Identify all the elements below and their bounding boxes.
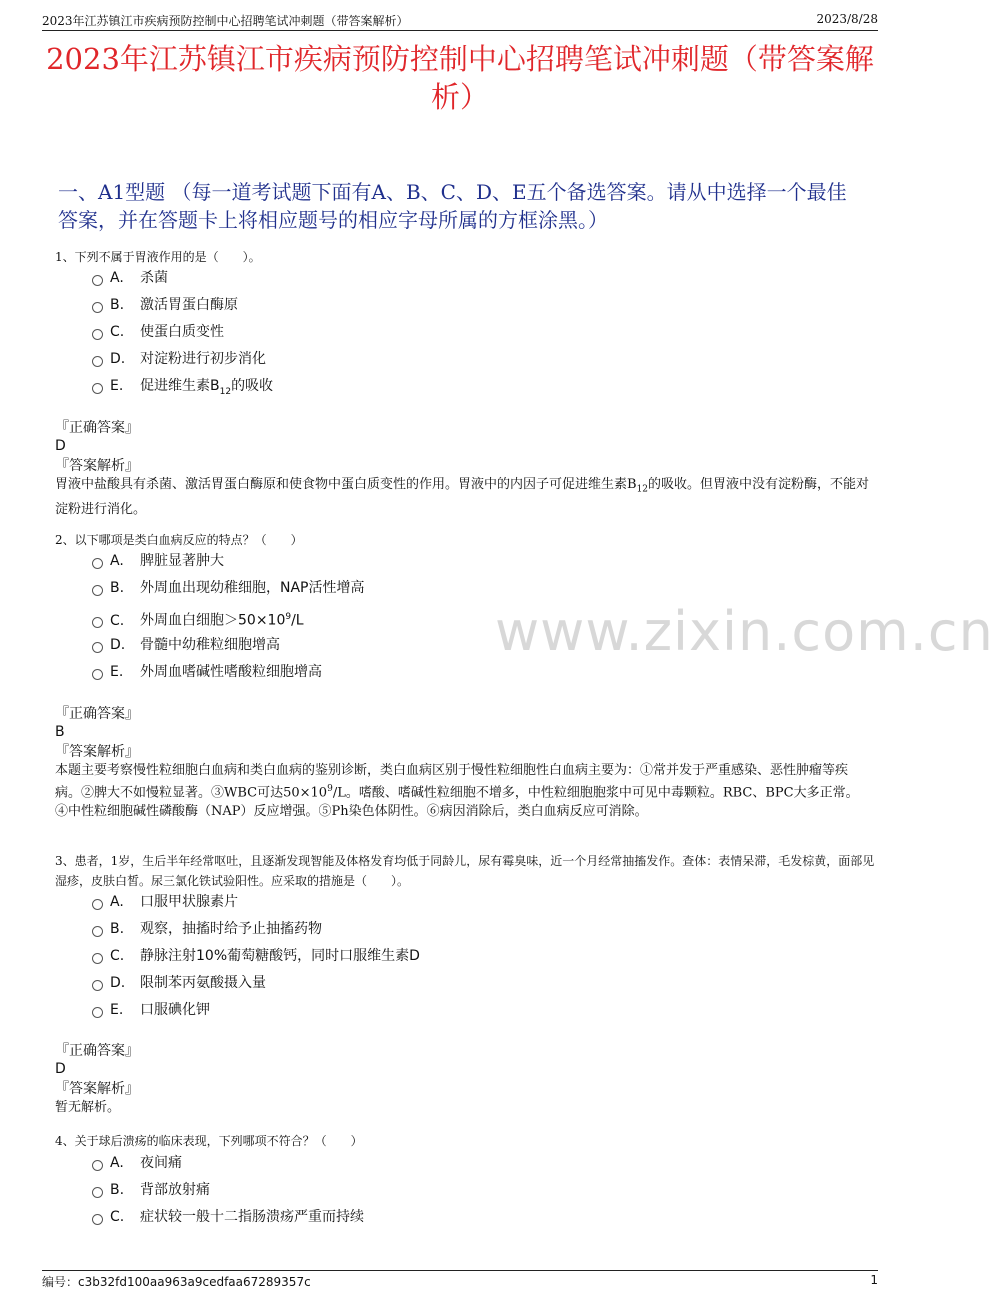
option-row[interactable]	[92, 322, 224, 342]
explanation-label: 『答案解析』	[55, 744, 139, 760]
radio-icon[interactable]	[92, 926, 103, 937]
radio-icon[interactable]	[92, 1160, 103, 1171]
option-letter: D.	[110, 975, 126, 991]
option-letter: B.	[110, 580, 125, 596]
explanation-superscript: 9	[327, 784, 333, 794]
option-letter: C.	[110, 324, 125, 340]
radio-icon[interactable]	[92, 558, 103, 569]
option-row[interactable]	[92, 295, 238, 315]
radio-icon[interactable]	[92, 356, 103, 367]
correct-answer-label: 『正确答案』	[55, 420, 139, 436]
section-heading: 一、A1型题 （每一道考试题下面有A、B、C、D、E五个备选答案。请从中选择一个最佳答案，并在答题卡上将相应题号的相应字母所属的方框涂黑。）	[58, 180, 847, 232]
option-row[interactable]	[92, 662, 322, 682]
option-subscript: 12	[219, 386, 232, 397]
option-row[interactable]	[92, 1207, 364, 1227]
explanation-label: 『答案解析』	[55, 458, 139, 474]
option-letter: D.	[110, 351, 126, 367]
option-letter: E.	[110, 1002, 124, 1018]
option-letter: E.	[110, 378, 124, 394]
radio-icon[interactable]	[92, 275, 103, 286]
option-letter: D.	[110, 637, 126, 653]
explanation-part: 的吸收。但胃液中没有淀粉酶，不能对淀粉进行消化。	[55, 477, 870, 517]
question-stem: 3、患者，1岁，生后半年经常呕吐，且逐渐发现智能及体格发育均低于同龄儿，尿有霉臭味，近一个月经常抽搐发作。查体：表情呆滞，毛发棕黄，面部见湿疹，皮肤白皙。尿三氯化铁试验阳性。应采取的措施是（ ）。	[55, 854, 875, 888]
question-stem: 4、关于球后溃疡的临床表现，下列哪项不符合？（ ）	[55, 1134, 363, 1148]
radio-icon[interactable]	[92, 642, 103, 653]
page-footer	[42, 1270, 878, 1290]
page-header	[42, 12, 878, 31]
correct-answer-value: D	[55, 1061, 66, 1077]
correct-answer-label: 『正确答案』	[55, 1043, 139, 1059]
option-text: 外周血白细胞＞50×10	[140, 612, 286, 629]
option-letter: A.	[110, 553, 124, 569]
option-letter: B.	[110, 1182, 125, 1198]
document-code: 编号：c3b32fd100aa963a9cedfaa67289357c	[42, 1275, 311, 1289]
radio-icon[interactable]	[92, 302, 103, 313]
explanation-text	[55, 761, 870, 821]
option-text: 症状较一般十二指肠溃疡严重而持续	[140, 1209, 364, 1225]
radio-icon[interactable]	[92, 899, 103, 910]
option-letter: A.	[110, 270, 124, 286]
option-row[interactable]	[92, 635, 280, 655]
option-text-after: 的吸收	[231, 378, 274, 394]
option-text: 对淀粉进行初步消化	[140, 351, 266, 367]
radio-icon[interactable]	[92, 1007, 103, 1018]
option-text-after: /L	[291, 612, 304, 629]
radio-icon[interactable]	[92, 585, 103, 596]
option-text: 骨髓中幼稚粒细胞增高	[140, 637, 280, 653]
correct-answer-value: B	[55, 724, 65, 740]
explanation-subscript: 12	[636, 484, 649, 495]
question-stem: 1、下列不属于胃液作用的是（ ）。	[55, 250, 261, 264]
option-text: 促进维生素B	[140, 378, 220, 394]
radio-icon[interactable]	[92, 617, 103, 628]
explanation-label: 『答案解析』	[55, 1081, 139, 1097]
radio-icon[interactable]	[92, 980, 103, 991]
explanation-part: 胃液中盐酸具有杀菌、激活胃蛋白酶原和使食物中蛋白质变性的作用。胃液中的内因子可促进维生素B	[55, 477, 637, 492]
correct-answer-label: 『正确答案』	[55, 706, 139, 722]
question-stem: 2、以下哪项是类白血病反应的特点？（ ）	[55, 533, 303, 547]
option-letter: B.	[110, 921, 125, 937]
option-text: 限制苯丙氨酸摄入量	[140, 975, 266, 991]
option-row[interactable]	[92, 607, 304, 627]
explanation-text	[55, 475, 870, 519]
explanation-text: 暂无解析。	[55, 1100, 121, 1115]
option-text: 口服碘化钾	[140, 1002, 210, 1018]
option-text: 脾脏显著肿大	[140, 553, 224, 569]
option-text: 外周血嗜碱性嗜酸粒细胞增高	[140, 664, 322, 680]
explanation-part: /L。嗜酸、嗜碱性粒细胞不增多，中性粒细胞胞浆中可见中毒颗粒。RBC、BPC大多正常。④中性粒细胞碱性磷酸酶（NAP）反应增强。⑤Ph染色体阴性。⑥病因消除后，类白血病反应可消除。	[55, 785, 859, 820]
header-date: 2023/8/28	[816, 12, 878, 26]
option-letter: B.	[110, 297, 125, 313]
option-text: 观察，抽搐时给予止抽搐药物	[140, 921, 322, 937]
correct-answer-value: D	[55, 438, 66, 454]
option-row[interactable]	[92, 1180, 210, 1200]
option-row[interactable]	[92, 578, 365, 598]
radio-icon[interactable]	[92, 329, 103, 340]
option-letter: C.	[110, 612, 125, 629]
option-row[interactable]	[92, 919, 322, 939]
option-row[interactable]	[92, 973, 266, 993]
option-text: 口服甲状腺素片	[140, 894, 238, 910]
option-letter: A.	[110, 894, 124, 910]
radio-icon[interactable]	[92, 383, 103, 394]
option-text: 激活胃蛋白酶原	[140, 297, 238, 313]
option-letter: A.	[110, 1155, 124, 1171]
option-row[interactable]	[92, 946, 420, 966]
radio-icon[interactable]	[92, 1214, 103, 1225]
document-title: 2023年江苏镇江市疾病预防控制中心招聘笔试冲刺题（带答案解析）	[46, 42, 874, 114]
explanation-part: 本题主要考察慢性粒细胞白血病和类白血病的鉴别诊断，类白血病区别于慢性粒细胞性白血病主要为：①常并发于严重感染、恶性肿瘤等疾病。②脾大不如慢粒显著。③WBC可达50×10	[55, 763, 849, 801]
option-letter: C.	[110, 948, 125, 964]
option-text: 夜间痛	[140, 1155, 182, 1171]
option-text: 杀菌	[140, 270, 168, 286]
header-doc-title: 2023年江苏镇江市疾病预防控制中心招聘笔试冲刺题（带答案解析）	[42, 14, 409, 28]
option-row[interactable]	[92, 551, 224, 571]
option-row[interactable]	[92, 268, 168, 288]
option-text: 静脉注射10%葡萄糖酸钙，同时口服维生素D	[140, 948, 420, 964]
radio-icon[interactable]	[92, 953, 103, 964]
radio-icon[interactable]	[92, 669, 103, 680]
option-text: 背部放射痛	[140, 1182, 210, 1198]
option-superscript: 9	[285, 612, 292, 622]
radio-icon[interactable]	[92, 1187, 103, 1198]
option-letter: C.	[110, 1209, 125, 1225]
option-letter: E.	[110, 664, 124, 680]
option-text: 使蛋白质变性	[140, 324, 224, 340]
option-row[interactable]	[92, 349, 266, 369]
watermark: www.zixin.com.cn	[495, 600, 994, 663]
option-row[interactable]	[92, 376, 273, 396]
option-text: 外周血出现幼稚细胞，NAP活性增高	[140, 580, 365, 596]
option-row[interactable]	[92, 892, 238, 912]
option-row[interactable]	[92, 1153, 182, 1173]
page-number: 1	[870, 1273, 878, 1287]
option-row[interactable]	[92, 1000, 210, 1020]
